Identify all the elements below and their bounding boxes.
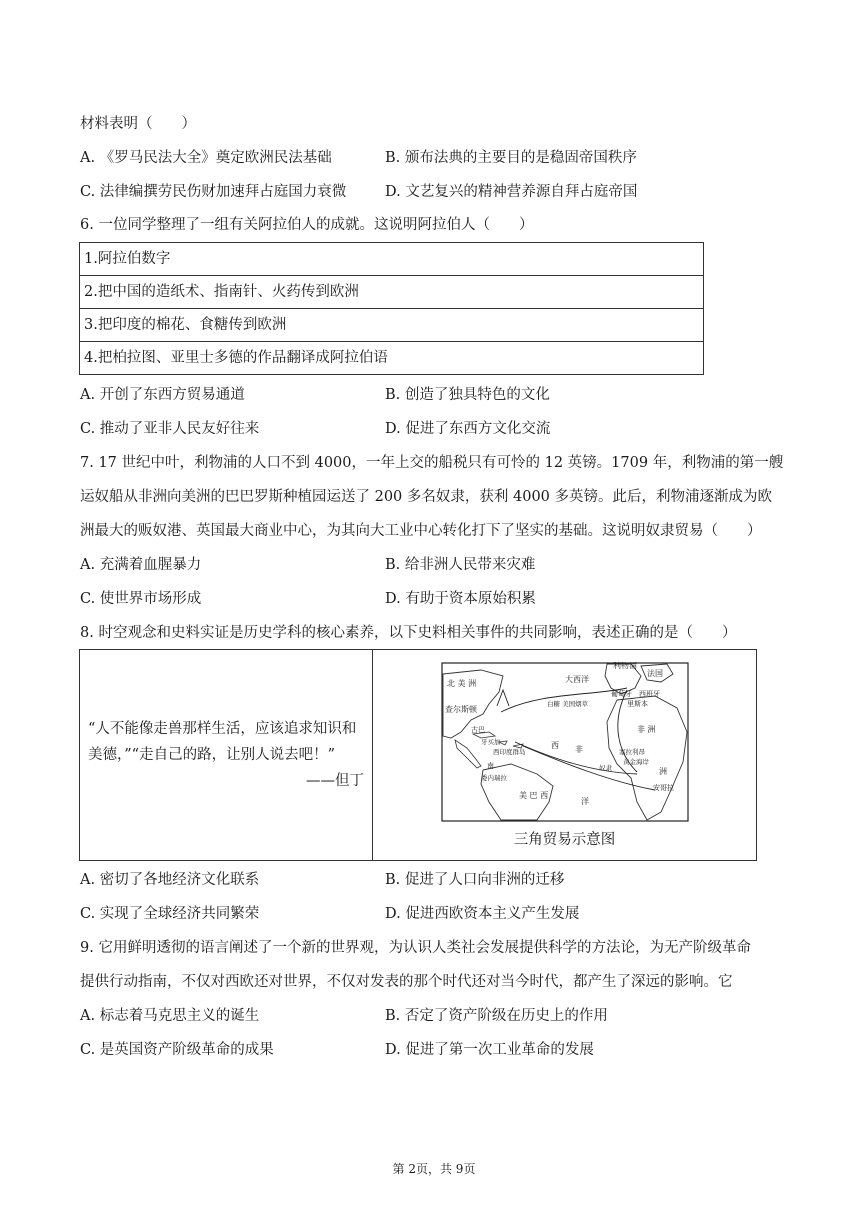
map-label: 葡萄牙 xyxy=(610,689,632,698)
q8-option-c: C. 实现了全球经济共同繁荣 xyxy=(80,906,260,922)
table-cell: 3.把印度的棉花、食糖传到欧洲 xyxy=(80,309,704,342)
q7-option-a: A. 充满着血腥暴力 xyxy=(80,557,202,573)
q8-stem: 8. 时空观念和史料实证是历史学科的核心素养，以下史料相关事件的共同影响，表述正确的是（ ） xyxy=(80,625,737,641)
table-cell: 4.把柏拉图、亚里士多德的作品翻译成阿拉伯语 xyxy=(80,342,704,375)
q5-option-d: D. 文艺复兴的精神营养源自拜占庭帝国 xyxy=(385,184,638,200)
map-label: 安哥拉 xyxy=(652,783,674,792)
map-label: 黄金海岸 xyxy=(622,757,649,766)
q7-stem-line-3: 洲最大的贩奴港、英国最大商业中心，为其向大工业中心转化打下了坚实的基础。这说明奴隶贸易（ ） xyxy=(80,523,762,539)
q7-option-b: B. 给非洲人民带来灾难 xyxy=(385,557,536,573)
map-label: 利物浦 xyxy=(612,661,637,670)
q9-option-b: B. 否定了资产阶级在历史上的作用 xyxy=(385,1008,608,1024)
map-label: 委内瑞拉 xyxy=(480,773,507,782)
q8-option-a: A. 密切了各地经济文化联系 xyxy=(80,872,260,888)
map-label: 洲 xyxy=(658,766,667,776)
map-label: 塞拉利昂 xyxy=(618,747,645,756)
q9-option-a: A. 标志着马克思主义的诞生 xyxy=(80,1008,260,1024)
triangular-trade-map-image xyxy=(441,662,689,822)
q9-stem-line-1: 9. 它用鲜明透彻的语言阐述了一个新的世界观，为认识人类社会发展提供科学的方法论，为无产阶级革命 xyxy=(80,940,751,956)
q8-option-d: D. 促进西欧资本主义产生发展 xyxy=(385,906,580,922)
q5-stem: 材料表明（ ） xyxy=(80,116,196,132)
map-label: 洋 xyxy=(580,796,589,806)
map-label: 古巴 xyxy=(470,725,485,734)
q9-stem-line-2: 提供行动指南，不仅对西欧还对世界，不仅对发表的那个时代还对当今时代，都产生了深远的影响。它 xyxy=(80,974,733,990)
table-row xyxy=(80,243,704,276)
table-row xyxy=(80,309,704,342)
page-number: 第 2页，共 9页 xyxy=(392,1162,476,1176)
q5-option-a: A. 《罗马民法大全》奠定欧洲民法基础 xyxy=(80,150,332,166)
q6-option-b: B. 创造了独具特色的文化 xyxy=(385,387,550,403)
map-label: 西 xyxy=(550,740,559,750)
q6-option-a: A. 开创了东西方贸易通道 xyxy=(80,387,245,403)
q8-source-table xyxy=(79,649,757,861)
map-label: 北 美 洲 xyxy=(446,678,476,688)
q6-stem: 6. 一位同学整理了一组有关阿拉伯人的成就。这说明阿拉伯人（ ） xyxy=(80,217,534,233)
map-caption: 三角贸易示意图 xyxy=(513,831,616,848)
q7-stem-line-1: 7. 17 世纪中叶，利物浦的人口不到 4000，一年上交的船税只有可怜的 12 英镑。1709 年，利物浦的第一艘 xyxy=(80,455,784,471)
quote-author: ——但丁 xyxy=(306,773,364,789)
table-row xyxy=(80,276,704,309)
map-label: 查尔斯顿 xyxy=(444,704,477,714)
map-label: 里斯本 xyxy=(626,699,648,708)
map-label: 西班牙 xyxy=(638,689,660,698)
q8-quote-cell xyxy=(80,650,373,861)
map-label: 大西洋 xyxy=(564,674,589,684)
triangular-trade-map xyxy=(373,662,756,849)
q8-map-cell xyxy=(373,650,757,861)
map-label: 非 洲 xyxy=(636,724,656,734)
table-cell: 1.阿拉伯数字 xyxy=(80,243,704,276)
map-label: 西印度群岛 xyxy=(492,747,525,756)
map-label: 牙买加 xyxy=(480,737,500,746)
map-label: 白糖 美国烟草 xyxy=(546,699,588,708)
map-label: 美 巴 西 xyxy=(518,790,548,800)
q7-stem-line-2: 运奴船从非洲向美洲的巴巴罗斯种植园运送了 200 多名奴隶，获利 4000 多英镑。此后，利物浦逐渐成为欧 xyxy=(80,489,773,505)
map-label: 奴隶 xyxy=(598,763,612,772)
q7-option-c: C. 使世界市场形成 xyxy=(80,591,202,607)
q8-option-b: B. 促进了人口向非洲的迁移 xyxy=(385,872,565,888)
map-label: 法国 xyxy=(646,668,663,678)
quote-text: “人不能像走兽那样生活，应该追求知识和美德，”“走自己的路，让别人说去吧！” xyxy=(88,721,357,763)
q9-option-d: D. 促进了第一次工业革命的发展 xyxy=(385,1042,594,1058)
q6-achievements-table xyxy=(79,242,704,375)
map-label: 南 xyxy=(486,761,494,770)
table-cell: 2.把中国的造纸术、指南针、火药传到欧洲 xyxy=(80,276,704,309)
q6-option-c: C. 推动了亚非人民友好往来 xyxy=(80,421,260,437)
dante-quote xyxy=(80,716,372,794)
q7-option-d: D. 有助于资本原始积累 xyxy=(385,591,536,607)
q6-option-d: D. 促进了东西方文化交流 xyxy=(385,421,551,437)
q5-option-b: B. 颁布法典的主要目的是稳固帝国秩序 xyxy=(385,150,637,166)
q9-option-c: C. 是英国资产阶级革命的成果 xyxy=(80,1042,274,1058)
map-label: 非 xyxy=(574,744,583,754)
q5-option-c: C. 法律编撰劳民伤财加速拜占庭国力衰微 xyxy=(80,184,347,200)
table-row xyxy=(80,342,704,375)
